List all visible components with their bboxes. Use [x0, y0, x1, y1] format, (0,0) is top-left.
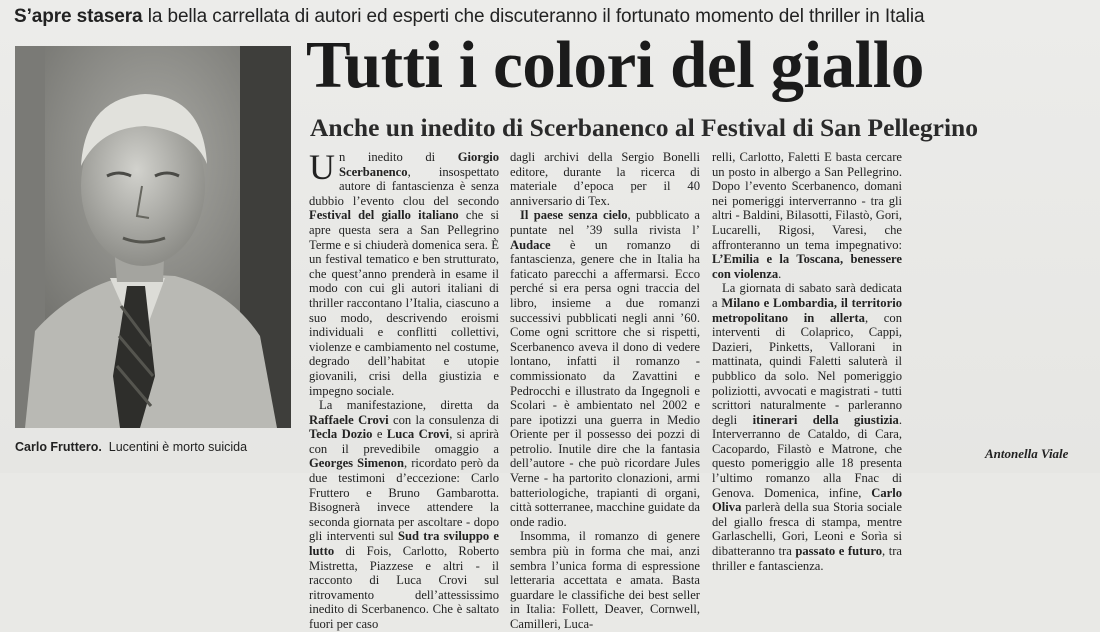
paragraph: dagli archivi della Sergio Bonelli editore, durante la ricerca di materiale d’epoca per il 40 anniversario di Tex. [510, 150, 700, 208]
author-photo [15, 46, 291, 428]
text: parlerà della sua Storia sociale del giallo fresca di stampa, mentre Garlaschelli, Gori, Leoni e Sorìa si dibatteranno tra [712, 500, 902, 559]
headline: Tutti i colori del giallo [306, 28, 924, 102]
text-bold: Carlo Oliva [712, 485, 902, 515]
text-bold: Tecla Dozio [309, 427, 373, 442]
text: , si aprirà con il prevedibile omaggio a [309, 427, 499, 456]
text: . Interverranno de Cataldo, di Cara, Cacopardo, Filastò e Matrone, che questo pomeriggio alle 18 presenta l’ultimo romanzo alla Fnac di Genova. Domenica, infine, [712, 412, 902, 500]
text-bold: Audace [510, 237, 551, 252]
text: è un romanzo di fantascienza, genere che in Italia ha faticato parecchi a affermarsi. Ecco perché si era persa ogni traccia del libro, insieme a due romanzi successivi pubblicati negli anni ’60. Come ogni scrittore che si rispetti, Scerbanenco aveva il dono di vedere lontano, infatti il romanzo - commissionato da Zavattini e Pedrocchi e illustrato da Ingegnoli e Scolari - è ambientato nel 2002 e pare ipotizzi una guerra in Medio Oriente per il possesso dei pozzi di petrolio. Inutile dire che la fantasia dell’autore - che può ricordare Jules Verne - ha partorito clonazioni, armi batteriologiche, trapianti di organi, città sotterranee, macchine guidate da onde radio. [510, 237, 700, 529]
text-bold: Raffaele Crovi [309, 412, 389, 427]
text-bold: Festival del giallo italiano [309, 208, 459, 223]
text: , insospettato autore di fantascienza è senza dubbio l’evento clou del secondo [309, 164, 499, 208]
portrait-image [15, 46, 291, 428]
text: . [778, 266, 782, 281]
text: , ricordato però da due testimoni d’eccezione: Carlo Fruttero e Bruno Gambarotta. Bisognerà invece attendere la seconda giornata per ascoltare - dopo gli interventi sul [309, 456, 499, 544]
caption-text: Lucentini è morto suicida [108, 440, 248, 454]
text: con la consulenza di [388, 412, 499, 427]
text: di Fois, Carlotto, Roberto Mistretta, Piazzese e altri - il racconto di Luca Crovi sul ritrovamento dell’attessissimo inedito di Scerbanenco. Che è saltato fuori per caso [309, 544, 499, 631]
text: , con interventi di Colaprico, Cappi, Dazieri, Pinketts, Vallorani in mattinata, quindi Faletti saluterà il pubblico da solo. Nel pomeriggio poliziotti, avvocati e magistrati - tutti scrittori naturalmente - parleranno degli [712, 310, 902, 427]
article-column-1 [309, 147, 499, 632]
kicker [14, 6, 1094, 28]
text: che si apre questa sera a San Pellegrino Terme e si chiuderà domenica sera. È un festival tematico e ben strutturato, che quest’anno prenderà in esame il modo con cui gli autori italiani di thriller raccontano l’Italia, ciascuno a suo modo, descrivendo eroismi individuali e conflitti collettivi, violenze e cambiamento nel costume, degrado dell’habitat e utopie giovanili, crisi della giustizia e impegno sociale. [309, 208, 499, 398]
text: La giornata di sabato sarà dedicata a [712, 281, 902, 310]
text-bold: L’Emilia e la Toscana, benessere con violenza [712, 252, 902, 281]
drop-cap: U [309, 147, 335, 187]
text-bold: Georges Simenon [309, 456, 404, 471]
text: , tra thriller e fantascienza. [712, 544, 902, 573]
text-bold: Il paese senza cielo [520, 208, 628, 223]
text-bold: itinerari della giustizia [752, 412, 899, 427]
subheadline: Anche un inedito di Scerbanenco al Festival di San Pellegrino [310, 113, 978, 142]
text: n inedito di [339, 150, 458, 164]
paragraph [309, 398, 499, 632]
article-column-2 [510, 150, 700, 632]
text-bold: Luca Crovi [386, 427, 450, 442]
author-signature: Antonella Viale [985, 446, 1069, 461]
paragraph [712, 150, 902, 281]
text: La manifestazione, diretta da [319, 398, 499, 413]
text-bold: Milano e Lombardia, il territorio metropolitano in allerta [712, 295, 902, 325]
caption-name: Carlo Fruttero. [15, 440, 102, 454]
text-bold: Sud tra sviluppo e lutto [309, 529, 499, 559]
paragraph: Insomma, il romanzo di genere sembra più in forma che mai, anzi sembra l’unica forma di espressione letteraria accettata e amata. Basta guardare le classifiche dei best seller in Italia: Follett, Deaver, Cornwell, Camilleri, Luca- [510, 529, 700, 631]
text-bold: Giorgio Scerbanenco [339, 150, 499, 179]
article-column-3 [712, 150, 902, 573]
paragraph [309, 147, 499, 398]
text: relli, Carlotto, Faletti E basta cercare un posto in albergo a San Pellegrino. Dopo l’evento Scerbanenco, domani nei pomeriggi interverranno - tra gli altri - Baldini, Bilasotti, Filastò, Gori, Lucarelli, Rigosi, Varesi, che affronteranno un tema impegnativo: [712, 150, 902, 252]
paragraph [712, 281, 902, 573]
text-bold: passato e futuro [795, 544, 882, 559]
photo-caption [15, 440, 247, 454]
text: e [372, 427, 387, 442]
text: , pubblicato a puntate nel ’39 sulla rivista l’ [510, 208, 700, 237]
kicker-lead: S’apre stasera [14, 6, 143, 27]
paragraph [510, 208, 700, 529]
kicker-text: la bella carrellata di autori ed esperti che discuteranno il fortunato momento del thriller in Italia [142, 6, 925, 27]
